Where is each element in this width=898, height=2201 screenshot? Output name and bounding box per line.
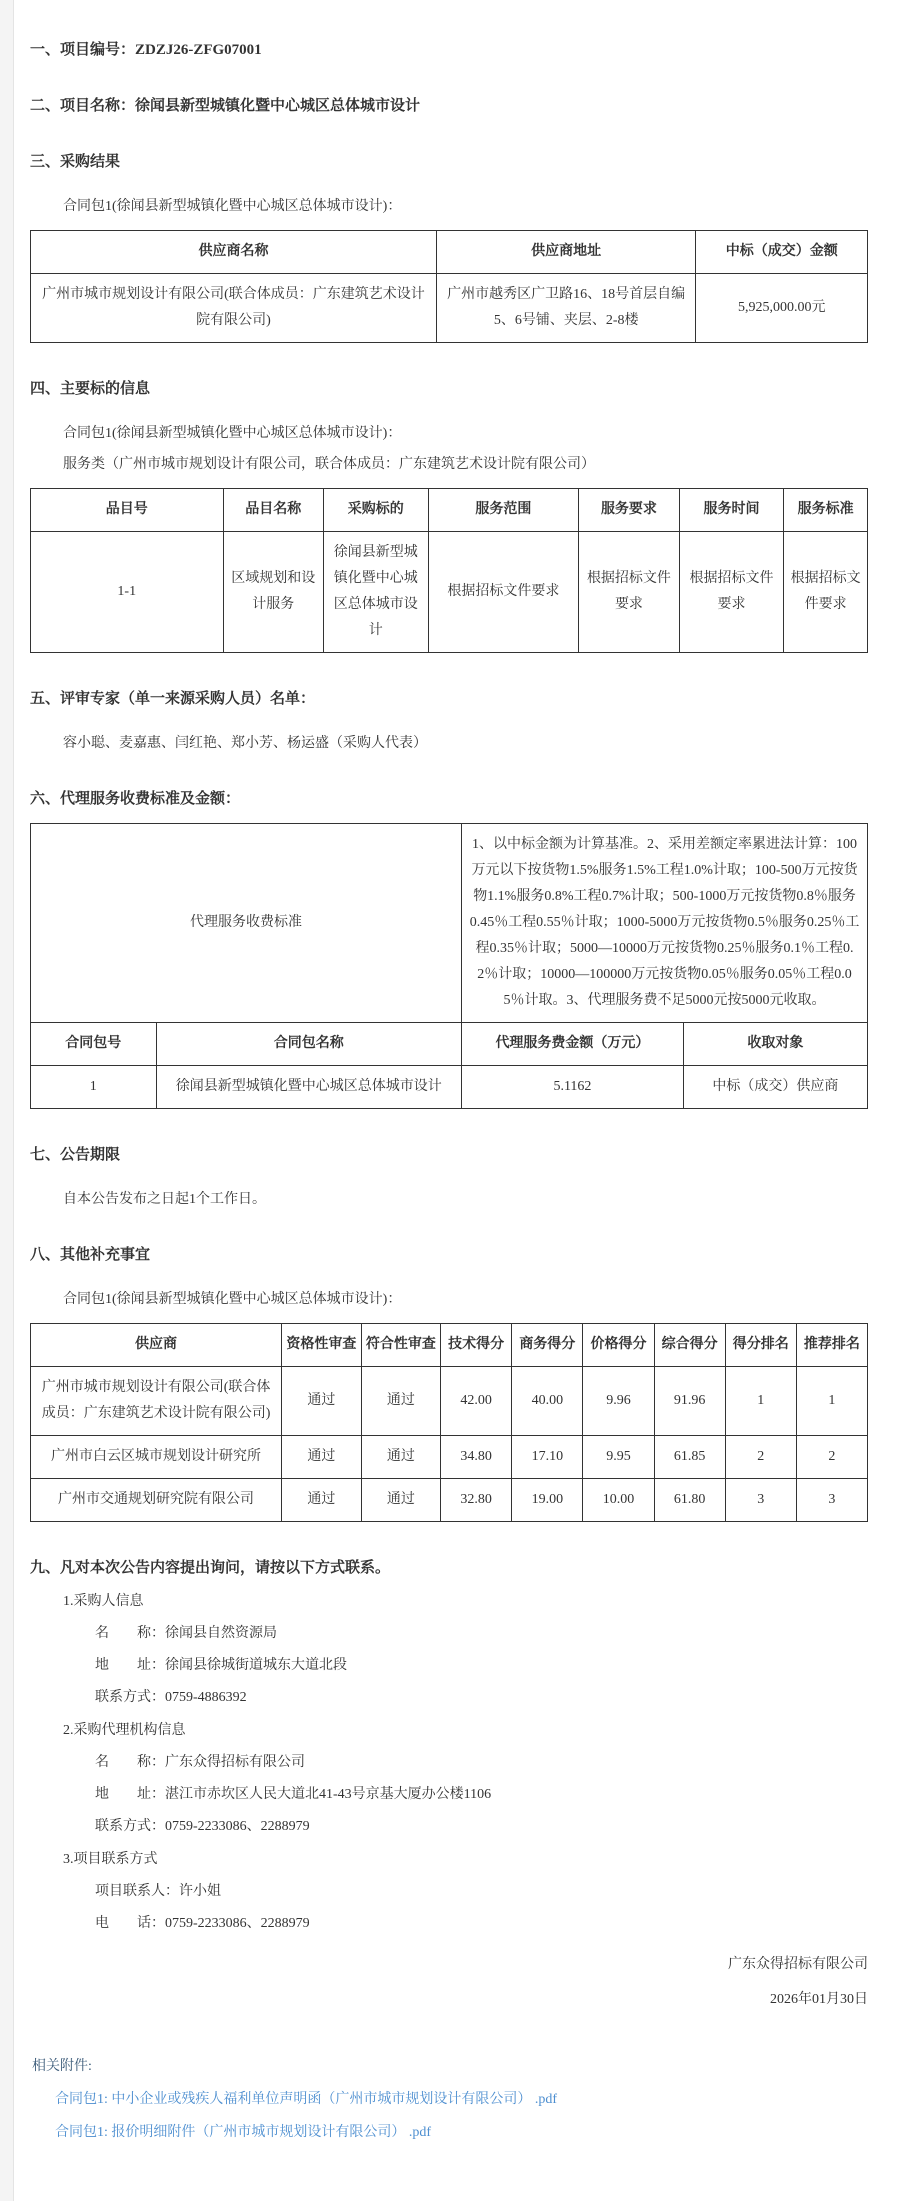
- price-score-cell: 10.00: [583, 1479, 654, 1522]
- result-table-row: [31, 274, 868, 343]
- supplier-cell: 广州市交通规划研究院有限公司: [31, 1479, 282, 1522]
- signature-date: 2026年01月30日: [770, 1992, 868, 2007]
- supplier-score-table: [30, 1323, 868, 1522]
- announcement-period-text: 自本公告发布之日起1个工作日。: [63, 1192, 266, 1207]
- item-table-header-row: [31, 489, 868, 532]
- business-score-cell: 40.00: [512, 1367, 583, 1436]
- conformity-cell: 通过: [361, 1367, 441, 1436]
- agency-fee-table: [30, 823, 868, 1109]
- score-rank-cell: 1: [725, 1367, 796, 1436]
- section-agency-fee-heading: 六、代理服务收费标准及金额：: [30, 791, 241, 807]
- price-score-cell: 9.96: [583, 1367, 654, 1436]
- score-rank-cell: 2: [725, 1436, 796, 1479]
- section-contact-heading: 九、凡对本次公告内容提出询问，请按以下方式联系。: [30, 1560, 391, 1576]
- recommend-rank-cell: 1: [796, 1367, 867, 1436]
- supplier-name-cell: 广州市城市规划设计有限公司(联合体成员：广东建筑艺术设计院有限公司): [31, 274, 437, 343]
- section-project-name-heading: 二、项目名称：徐闻县新型城镇化暨中心城区总体城市设计: [30, 98, 421, 114]
- qualification-cell: 通过: [282, 1479, 362, 1522]
- total-score-cell: 61.85: [654, 1436, 725, 1479]
- col-supplier: 供应商: [31, 1324, 282, 1367]
- project-contact-person: 项目联系人：许小姐: [95, 1884, 221, 1899]
- purchaser-contact: 联系方式：0759-4886392: [95, 1690, 247, 1705]
- qualification-cell: 通过: [282, 1436, 362, 1479]
- col-service-standard: 服务标准: [784, 489, 868, 532]
- section-other-matters-heading: 八、其他补充事宜: [30, 1247, 151, 1263]
- agency-info-title: 2.采购代理机构信息: [63, 1723, 186, 1738]
- col-qualification-review: 资格性审查: [282, 1324, 362, 1367]
- col-supplier-address: 供应商地址: [436, 231, 695, 274]
- score-table-header-row: [31, 1324, 868, 1367]
- col-technical-score: 技术得分: [441, 1324, 512, 1367]
- fee-standard-text-cell: 1、以中标金额为计算基准。2、采用差额定率累进法计算：100万元以下按货物1.5%服务1.5%工程1.0%计取；100-500万元按货物1.1%服务0.8%工程0.7%计取；500-1000万元按货物0.8％服务0.45％工程0.55％计取；1000-5000万元按货物0.5％服务0.25％工程0.35％计取；5000—10000万元按货物0.25％服务0.1％工程0.2％计取；10000—100000万元按货物0.05％服务0.05％工程0.05％计取。3、代理服务费不足5000元按5000元收取。: [462, 824, 868, 1023]
- total-score-cell: 61.80: [654, 1479, 725, 1522]
- project-contact-title: 3.项目联系方式: [63, 1852, 158, 1867]
- col-service-time: 服务时间: [679, 489, 784, 532]
- award-amount-cell: 5,925,000.00元: [696, 274, 868, 343]
- recommend-rank-cell: 3: [796, 1479, 867, 1522]
- result-table-header-row: [31, 231, 868, 274]
- col-recommend-rank: 推荐排名: [796, 1324, 867, 1367]
- item-no-cell: 1-1: [31, 532, 224, 653]
- score-table-row: [31, 1367, 868, 1436]
- col-business-score: 商务得分: [512, 1324, 583, 1367]
- subject-item-table: [30, 488, 868, 653]
- section-announcement-period-heading: 七、公告期限: [30, 1147, 121, 1163]
- fee-standard-label-cell: 代理服务收费标准: [31, 824, 462, 1023]
- other-matters-package-line: 合同包1(徐闻县新型城镇化暨中心城区总体城市设计)：: [63, 1292, 402, 1307]
- service-scope-cell: 根据招标文件要求: [428, 532, 579, 653]
- qualification-cell: 通过: [282, 1367, 362, 1436]
- price-score-cell: 9.95: [583, 1436, 654, 1479]
- fee-table-header-row: [31, 1023, 868, 1066]
- subject-category-line: 服务类（广州市城市规划设计有限公司，联合体成员：广东建筑艺术设计院有限公司）: [63, 457, 595, 472]
- col-service-scope: 服务范围: [428, 489, 579, 532]
- fee-payer-cell: 中标（成交）供应商: [683, 1066, 867, 1109]
- service-time-cell: 根据招标文件要求: [679, 532, 784, 653]
- score-rank-cell: 3: [725, 1479, 796, 1522]
- col-item-no: 品目号: [31, 489, 224, 532]
- subject-package-line: 合同包1(徐闻县新型城镇化暨中心城区总体城市设计)：: [63, 426, 402, 441]
- agency-name: 名 称：广东众得招标有限公司: [95, 1755, 305, 1770]
- related-attachments-label: 相关附件:: [32, 2059, 92, 2074]
- conformity-cell: 通过: [361, 1479, 441, 1522]
- col-package-no: 合同包号: [31, 1023, 157, 1066]
- recommend-rank-cell: 2: [796, 1436, 867, 1479]
- service-requirement-cell: 根据招标文件要求: [579, 532, 679, 653]
- agency-contact: 联系方式：0759-2233086、2288979: [95, 1819, 310, 1834]
- technical-score-cell: 34.80: [441, 1436, 512, 1479]
- procurement-subject-cell: 徐闻县新型城镇化暨中心城区总体城市设计: [323, 532, 428, 653]
- purchaser-name: 名 称：徐闻县自然资源局: [95, 1626, 277, 1641]
- item-table-row: [31, 532, 868, 653]
- fee-standard-row: [31, 824, 868, 1023]
- page-left-gutter: [0, 0, 14, 2201]
- fee-table-row: [31, 1066, 868, 1109]
- col-conformity-review: 符合性审查: [361, 1324, 441, 1367]
- conformity-cell: 通过: [361, 1436, 441, 1479]
- attachment-link-quotation-pdf[interactable]: 合同包1: 报价明细附件（广州市城市规划设计有限公司） .pdf: [55, 2125, 432, 2140]
- result-package-line: 合同包1(徐闻县新型城镇化暨中心城区总体城市设计)：: [63, 199, 402, 214]
- col-total-score: 综合得分: [654, 1324, 725, 1367]
- package-name-cell: 徐闻县新型城镇化暨中心城区总体城市设计: [156, 1066, 462, 1109]
- total-score-cell: 91.96: [654, 1367, 725, 1436]
- col-award-amount: 中标（成交）金额: [696, 231, 868, 274]
- col-fee-payer: 收取对象: [683, 1023, 867, 1066]
- col-service-requirement: 服务要求: [579, 489, 679, 532]
- section-experts-heading: 五、评审专家（单一来源采购人员）名单：: [30, 691, 316, 707]
- agency-address: 地 址：湛江市赤坎区人民大道北41-43号京基大厦办公楼1106: [95, 1787, 492, 1802]
- signature-company: 广东众得招标有限公司: [728, 1957, 868, 1972]
- col-price-score: 价格得分: [583, 1324, 654, 1367]
- technical-score-cell: 42.00: [441, 1367, 512, 1436]
- col-score-rank: 得分排名: [725, 1324, 796, 1367]
- supplier-address-cell: 广州市越秀区广卫路16、18号首层自编5、6号铺、夹层、2-8楼: [436, 274, 695, 343]
- business-score-cell: 19.00: [512, 1479, 583, 1522]
- service-standard-cell: 根据招标文件要求: [784, 532, 868, 653]
- supplier-cell: 广州市城市规划设计有限公司(联合体成员：广东建筑艺术设计院有限公司): [31, 1367, 282, 1436]
- section-main-subject-heading: 四、主要标的信息: [30, 381, 151, 397]
- col-procurement-subject: 采购标的: [323, 489, 428, 532]
- col-fee-amount: 代理服务费金额（万元）: [462, 1023, 684, 1066]
- score-table-row: [31, 1479, 868, 1522]
- col-supplier-name: 供应商名称: [31, 231, 437, 274]
- purchaser-info-title: 1.采购人信息: [63, 1594, 144, 1609]
- section-project-number-heading: 一、项目编号：ZDZJ26-ZFG07001: [30, 42, 262, 58]
- col-item-name: 品目名称: [223, 489, 323, 532]
- experts-list: 容小聪、麦嘉惠、闫红艳、郑小芳、杨运盛（采购人代表）: [63, 736, 427, 751]
- item-name-cell: 区域规划和设计服务: [223, 532, 323, 653]
- supplier-cell: 广州市白云区城市规划设计研究所: [31, 1436, 282, 1479]
- package-no-cell: 1: [31, 1066, 157, 1109]
- score-table-row: [31, 1436, 868, 1479]
- section-procurement-result-heading: 三、采购结果: [30, 154, 121, 170]
- procurement-result-table: [30, 230, 868, 343]
- technical-score-cell: 32.80: [441, 1479, 512, 1522]
- purchaser-address: 地 址：徐闻县徐城街道城东大道北段: [95, 1658, 347, 1673]
- attachment-link-declaration-pdf[interactable]: 合同包1: 中小企业或残疾人福利单位声明函（广州市城市规划设计有限公司） .pdf: [55, 2092, 558, 2107]
- business-score-cell: 17.10: [512, 1436, 583, 1479]
- col-package-name: 合同包名称: [156, 1023, 462, 1066]
- project-contact-phone: 电 话：0759-2233086、2288979: [95, 1916, 310, 1931]
- fee-amount-cell: 5.1162: [462, 1066, 684, 1109]
